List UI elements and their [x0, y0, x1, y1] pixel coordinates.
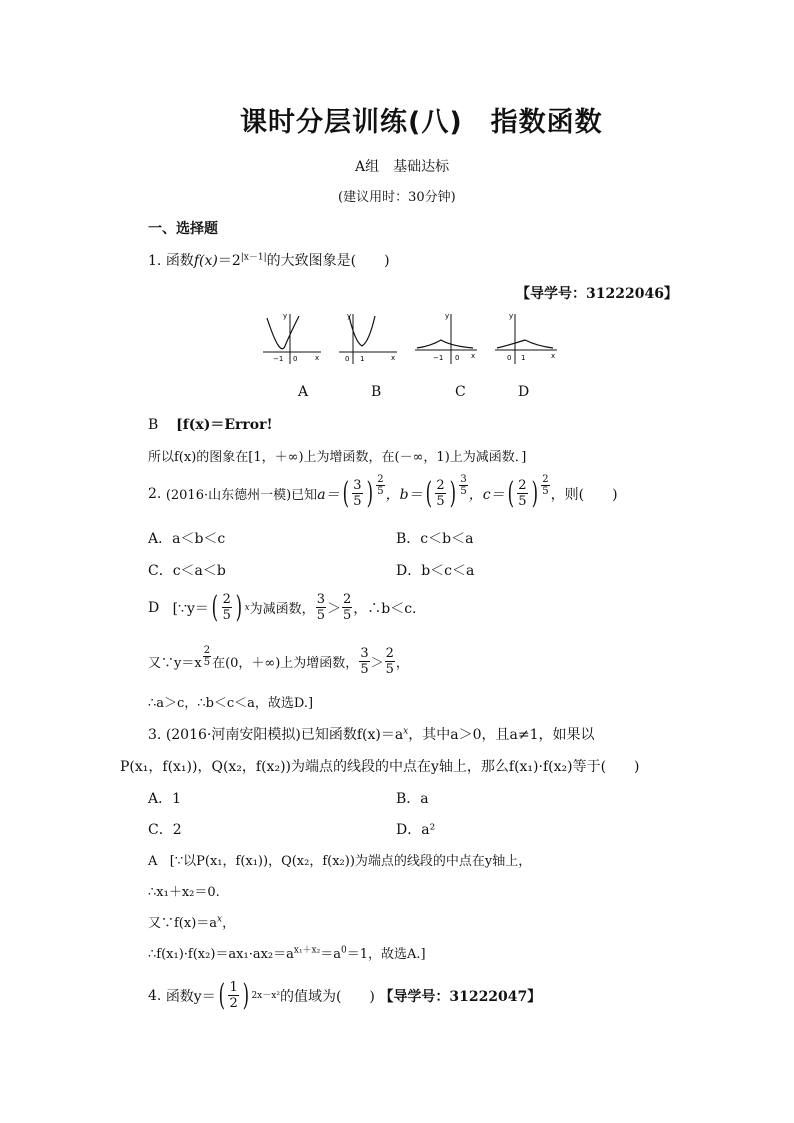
- q2-a-lhs: a＝: [317, 486, 340, 503]
- graph-D-origin: 0: [507, 354, 512, 362]
- graph-B-tick: 1: [360, 355, 365, 363]
- q2-tail: ，则( ): [550, 486, 618, 503]
- q3-option-a: A．1: [148, 791, 182, 807]
- q1-stem-fx: f(x): [193, 253, 218, 269]
- q2-c-exp: $\frac{2}{5}$: [542, 474, 549, 497]
- q2-ans-d: ，∴b＜c.: [353, 600, 417, 617]
- q3-answer-line1: [148, 850, 531, 869]
- q2-option-d: D．b＜c＜a: [396, 563, 475, 579]
- q1-answer-letter: B: [148, 417, 159, 433]
- q1-answer-text: [f(x)＝Error!: [176, 417, 273, 433]
- q3-line1-tail: ，其中a＞0，且a≠1，如果以: [408, 727, 595, 743]
- q1-stem-b: ＝2: [217, 253, 241, 269]
- q3-option-c: C．2: [148, 822, 182, 838]
- q2-a-base: $\frac{3}{5}$: [353, 478, 362, 509]
- q2-line2-c: ＞: [370, 656, 384, 671]
- q2-option-a: A．a＜b＜c: [148, 531, 226, 547]
- q2-b-lhs: ，b＝: [385, 486, 423, 503]
- graph-B: [339, 312, 397, 364]
- q3-answer-letter: A: [148, 854, 158, 869]
- q2-ans-frac1: $\frac{3}{5}$: [316, 592, 325, 623]
- q2-c-lhs: ，c＝: [468, 486, 505, 503]
- q2-number: 2.: [148, 485, 162, 502]
- graph-B-x: x: [391, 354, 396, 362]
- q2-ans-base: $\frac{2}{5}$: [222, 592, 231, 623]
- q2-b-base: $\frac{2}{5}$: [436, 478, 445, 509]
- q1-answer-line2: 所以f(x)的图象在[1，＋∞)上为增函数，在(－∞，1)上为减函数．]: [148, 450, 527, 465]
- q1-stem-exp: |x－1|: [240, 252, 267, 263]
- q1-graph-label-d: D: [518, 384, 530, 400]
- graph-A-y: y: [283, 312, 288, 320]
- q3-ans4-c: ＝1，故选A.]: [346, 947, 426, 962]
- graph-D: [495, 312, 557, 364]
- q2-answer-line1: D [∵y＝ ( $\frac{2}{5}$ ) x 为减函数， $\frac{3}{5}$ ＞ $\frac{2}{5}$ ，∴b＜c.: [148, 589, 417, 625]
- graph-A-x: x: [315, 354, 320, 362]
- q4-stem-a: 函数y＝: [165, 988, 216, 1005]
- graph-C: [415, 312, 477, 364]
- q2-option-b: B．c＜b＜a: [396, 531, 474, 547]
- q3-answer-line2: ∴x₁＋x₂＝0.: [148, 885, 220, 900]
- time-hint: (建议用时：30分钟): [338, 190, 456, 205]
- question-1-stem: [148, 250, 390, 270]
- q1-stem-c: 的大致图象是( ): [266, 253, 390, 269]
- q2-ans-a: [∵y＝: [172, 600, 209, 617]
- section-heading: 一、选择题: [148, 221, 218, 237]
- graph-C-y: y: [445, 312, 450, 320]
- q1-stem-a: 函数: [165, 253, 194, 269]
- page-title: 课时分层训练(八) 指数函数: [240, 107, 603, 138]
- q2-answer-line3: ∴a＞c，∴b＜c＜a，故选D.]: [148, 696, 314, 711]
- q2-ans-frac2: $\frac{2}{5}$: [342, 592, 352, 623]
- q3-option-d: D．a²: [396, 822, 436, 838]
- q3-number: 3.: [148, 727, 162, 743]
- graph-A-tick: −1: [273, 355, 284, 363]
- q1-graph-label-c: C: [455, 384, 466, 400]
- q2-a-exp: $\frac{2}{5}$: [377, 474, 384, 497]
- q2-line2-exp: $\frac{2}{5}$: [203, 645, 211, 668]
- q2-line2-frac2: $\frac{2}{5}$: [385, 646, 394, 677]
- graph-A-origin: 0: [293, 355, 298, 363]
- q1-graph-label-b: B: [371, 384, 382, 400]
- q2-line2-d: ，: [395, 656, 409, 671]
- q1-graph-label-a: A: [298, 384, 309, 400]
- question-4-stem: 4. 函数y＝ ( $\frac{1}{2}$ ) 2x－x² 的值域为( ) 【导学号：31222047】: [148, 977, 542, 1013]
- graph-A: [263, 312, 321, 364]
- q3-ans4-exp2: 0: [341, 945, 347, 956]
- q2-ans-b: 为减函数，: [249, 602, 315, 617]
- q3-line1: (2016·河南安阳模拟)已知函数f(x)＝a: [165, 727, 404, 743]
- q2-option-c: C．c＜a＜b: [148, 563, 226, 579]
- q3-ans3-a: 又∵f(x)＝a: [148, 916, 218, 931]
- graph-D-x: x: [551, 352, 556, 360]
- q3-answer-line3: [148, 912, 235, 931]
- graph-D-y: y: [509, 312, 514, 320]
- q2-b-exp: $\frac{3}{5}$: [460, 474, 467, 497]
- q3-ans3-exp: x: [217, 914, 223, 925]
- q2-line2-a: 又∵y＝x: [148, 656, 202, 671]
- graph-C-x: x: [471, 352, 476, 360]
- graph-C-tick: −1: [433, 354, 444, 362]
- q3-ans4-exp: x₁＋x₂: [293, 945, 321, 956]
- q4-base: $\frac{1}{2}$: [229, 980, 238, 1011]
- q4-guide-number: 【导学号：31222047】: [379, 988, 542, 1005]
- q2-ans-c: ＞: [326, 600, 341, 617]
- q2-c-base: $\frac{2}{5}$: [518, 478, 527, 509]
- graph-D-tick: 1: [521, 354, 526, 362]
- q4-number: 4.: [148, 987, 162, 1004]
- graph-C-origin: 0: [455, 354, 460, 362]
- q3-answer-line4: [148, 943, 426, 962]
- group-label: A组 基础达标: [355, 159, 450, 175]
- q2-answer-letter: D: [148, 599, 160, 616]
- question-3-stem-line1: [148, 724, 595, 744]
- q1-graph-options: [255, 308, 565, 368]
- question-3-stem-line2: P(x₁，f(x₁))，Q(x₂，f(x₂))为端点的线段的中点在y轴上，那么f(x₁)·f(x₂)等于( ): [120, 759, 640, 775]
- q2-source: (2016·山东德州一模)已知: [165, 488, 318, 503]
- q3-line1-exp: x: [403, 726, 409, 737]
- q3-ans4-b: ＝a: [320, 947, 342, 962]
- graph-B-origin: 0: [345, 355, 350, 363]
- q3-ans1: [∵以P(x₁，f(x₁))，Q(x₂，f(x₂))为端点的线段的中点在y轴上，: [169, 854, 532, 869]
- q1-number: 1.: [148, 253, 162, 269]
- q3-ans3-b: ，: [222, 916, 236, 931]
- q3-option-b: B．a: [396, 791, 429, 807]
- q2-line2-b: 在(0，＋∞)上为增函数，: [212, 656, 359, 671]
- q1-answer-line1: [148, 414, 273, 434]
- question-2-stem: 2. (2016·山东德州一模)已知 a＝ ( $\frac{3}{5}$ ) $\frac{2}{5}$ ，b＝ ( $\frac{2}{5}$ ) $\frac{3}{5}$ ，c＝ ( $\frac{2}{5}$ ) $\frac{2}{5}$ ，则( ): [148, 474, 618, 511]
- q4-stem-b: 的值域为( ): [279, 988, 375, 1005]
- q3-ans4: ∴f(x₁)·f(x₂)＝ax₁·ax₂＝a: [148, 947, 294, 962]
- q2-answer-line2: [148, 646, 409, 677]
- q1-guide-number: 【导学号：31222046】: [516, 286, 678, 302]
- graph-B-y: y: [347, 312, 352, 320]
- q2-line2-frac1: $\frac{3}{5}$: [360, 646, 369, 677]
